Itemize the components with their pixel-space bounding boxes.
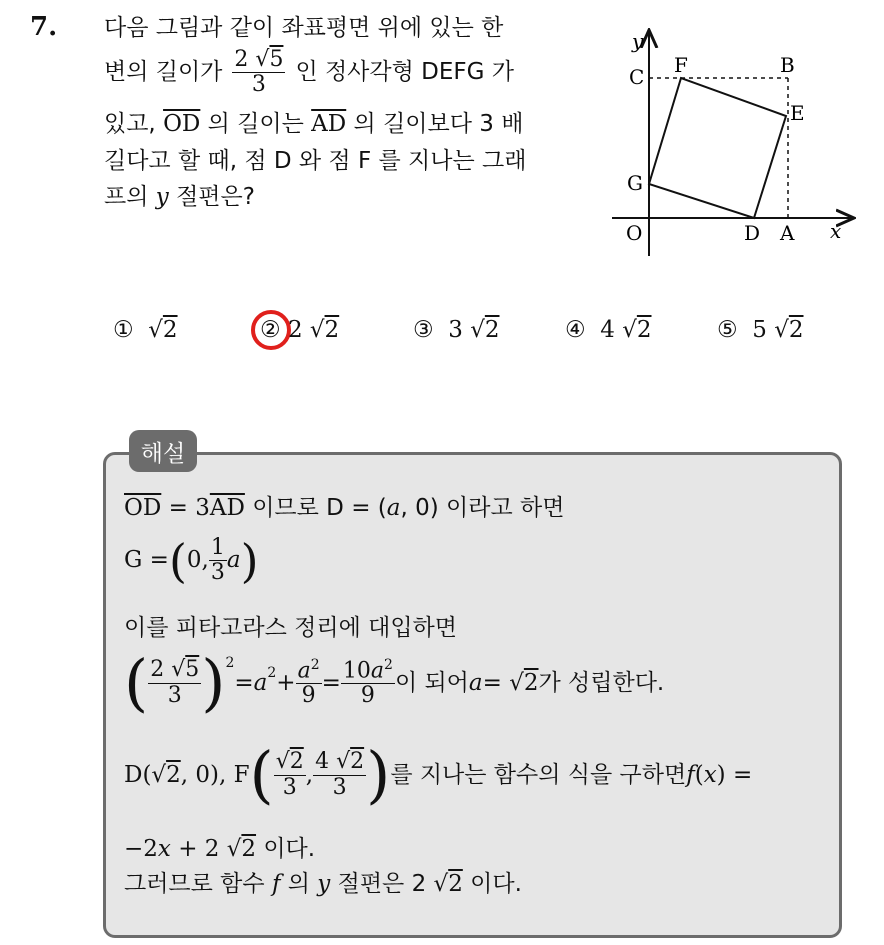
solution-tag: 해설 xyxy=(129,430,197,472)
var-y: y xyxy=(155,184,169,210)
question-text: 인 정사각형 DEFG 가 xyxy=(295,59,514,86)
segment-od: $\overline{OD}$ xyxy=(163,111,201,137)
question-number: 7. xyxy=(30,12,58,42)
label-a: A xyxy=(780,221,795,245)
label-f: F xyxy=(674,53,688,77)
label-d: D xyxy=(744,221,761,245)
choice-3[interactable]: ③ 3 √2 xyxy=(413,317,500,343)
label-x: x xyxy=(830,219,842,243)
solution-line-2: G = ( 0, $\frac{1}{3}$ a ) xyxy=(124,533,259,588)
choice-1[interactable]: ① √2 xyxy=(113,317,178,343)
fraction-coef: 2 xyxy=(234,47,249,72)
segment-ad: $\overline{AD}$ xyxy=(311,111,347,137)
solution-line-5: D( √2 , 0), F ( $\frac{√2}{3}$ , $\frac{4 √2}{3}$ ) 를 지나는 함수의 식을 구하면 f ( x ) = xyxy=(124,738,753,811)
label-c: C xyxy=(629,65,645,89)
question-line-3: 있고, $\overline{OD}$ 의 길이는 $\overline{AD}$ 의 길이보다 3 배 xyxy=(104,111,524,137)
question-line-1: 다음 그림과 같이 좌표평면 위에 있는 한 xyxy=(104,15,504,41)
label-e: E xyxy=(790,101,805,125)
label-o: O xyxy=(626,221,643,245)
question-line-2 xyxy=(104,48,514,97)
fraction-den: 3 xyxy=(251,72,266,98)
solution-line-4: ( $\frac{2 √5}{3}$ ) $^2$ = a $^2$ + $\frac{a^2}{9}$ = $\frac{10a^2}{9}$ 이 되어 a = √2 가 성립한다. xyxy=(124,646,665,719)
question-text: 변의 길이가 xyxy=(104,59,223,86)
choice-5[interactable]: ⑤ 5 √2 xyxy=(717,317,804,343)
question-line-5: 프의 y 절편은? xyxy=(104,184,255,210)
solution-line-3: 이를 피타고라스 정리에 대입하면 xyxy=(124,615,457,641)
sqrt-five: √5 xyxy=(255,47,284,72)
solution-line-1: $\overline{OD} = 3\overline{AD}$ 이므로 D = (a, 0) 이라고 하면 xyxy=(124,495,565,521)
solution-line-6: −2x + 2 √2 이다. xyxy=(124,836,316,862)
choice-4[interactable]: ④ 4 √2 xyxy=(565,317,652,343)
side-length-fraction xyxy=(232,48,285,97)
label-y: y xyxy=(632,29,644,53)
square-defg xyxy=(649,78,786,218)
question-line-4: 길다고 할 때, 점 D 와 점 F 를 지나는 그래 xyxy=(104,148,527,174)
label-g: G xyxy=(627,171,643,195)
choice-2[interactable]: ② 2 √2 xyxy=(260,317,340,343)
solution-line-7: 그러므로 함수 f 의 y 절편은 2 √2 이다. xyxy=(124,871,522,897)
coordinate-figure xyxy=(606,26,864,262)
label-b: B xyxy=(780,53,795,77)
